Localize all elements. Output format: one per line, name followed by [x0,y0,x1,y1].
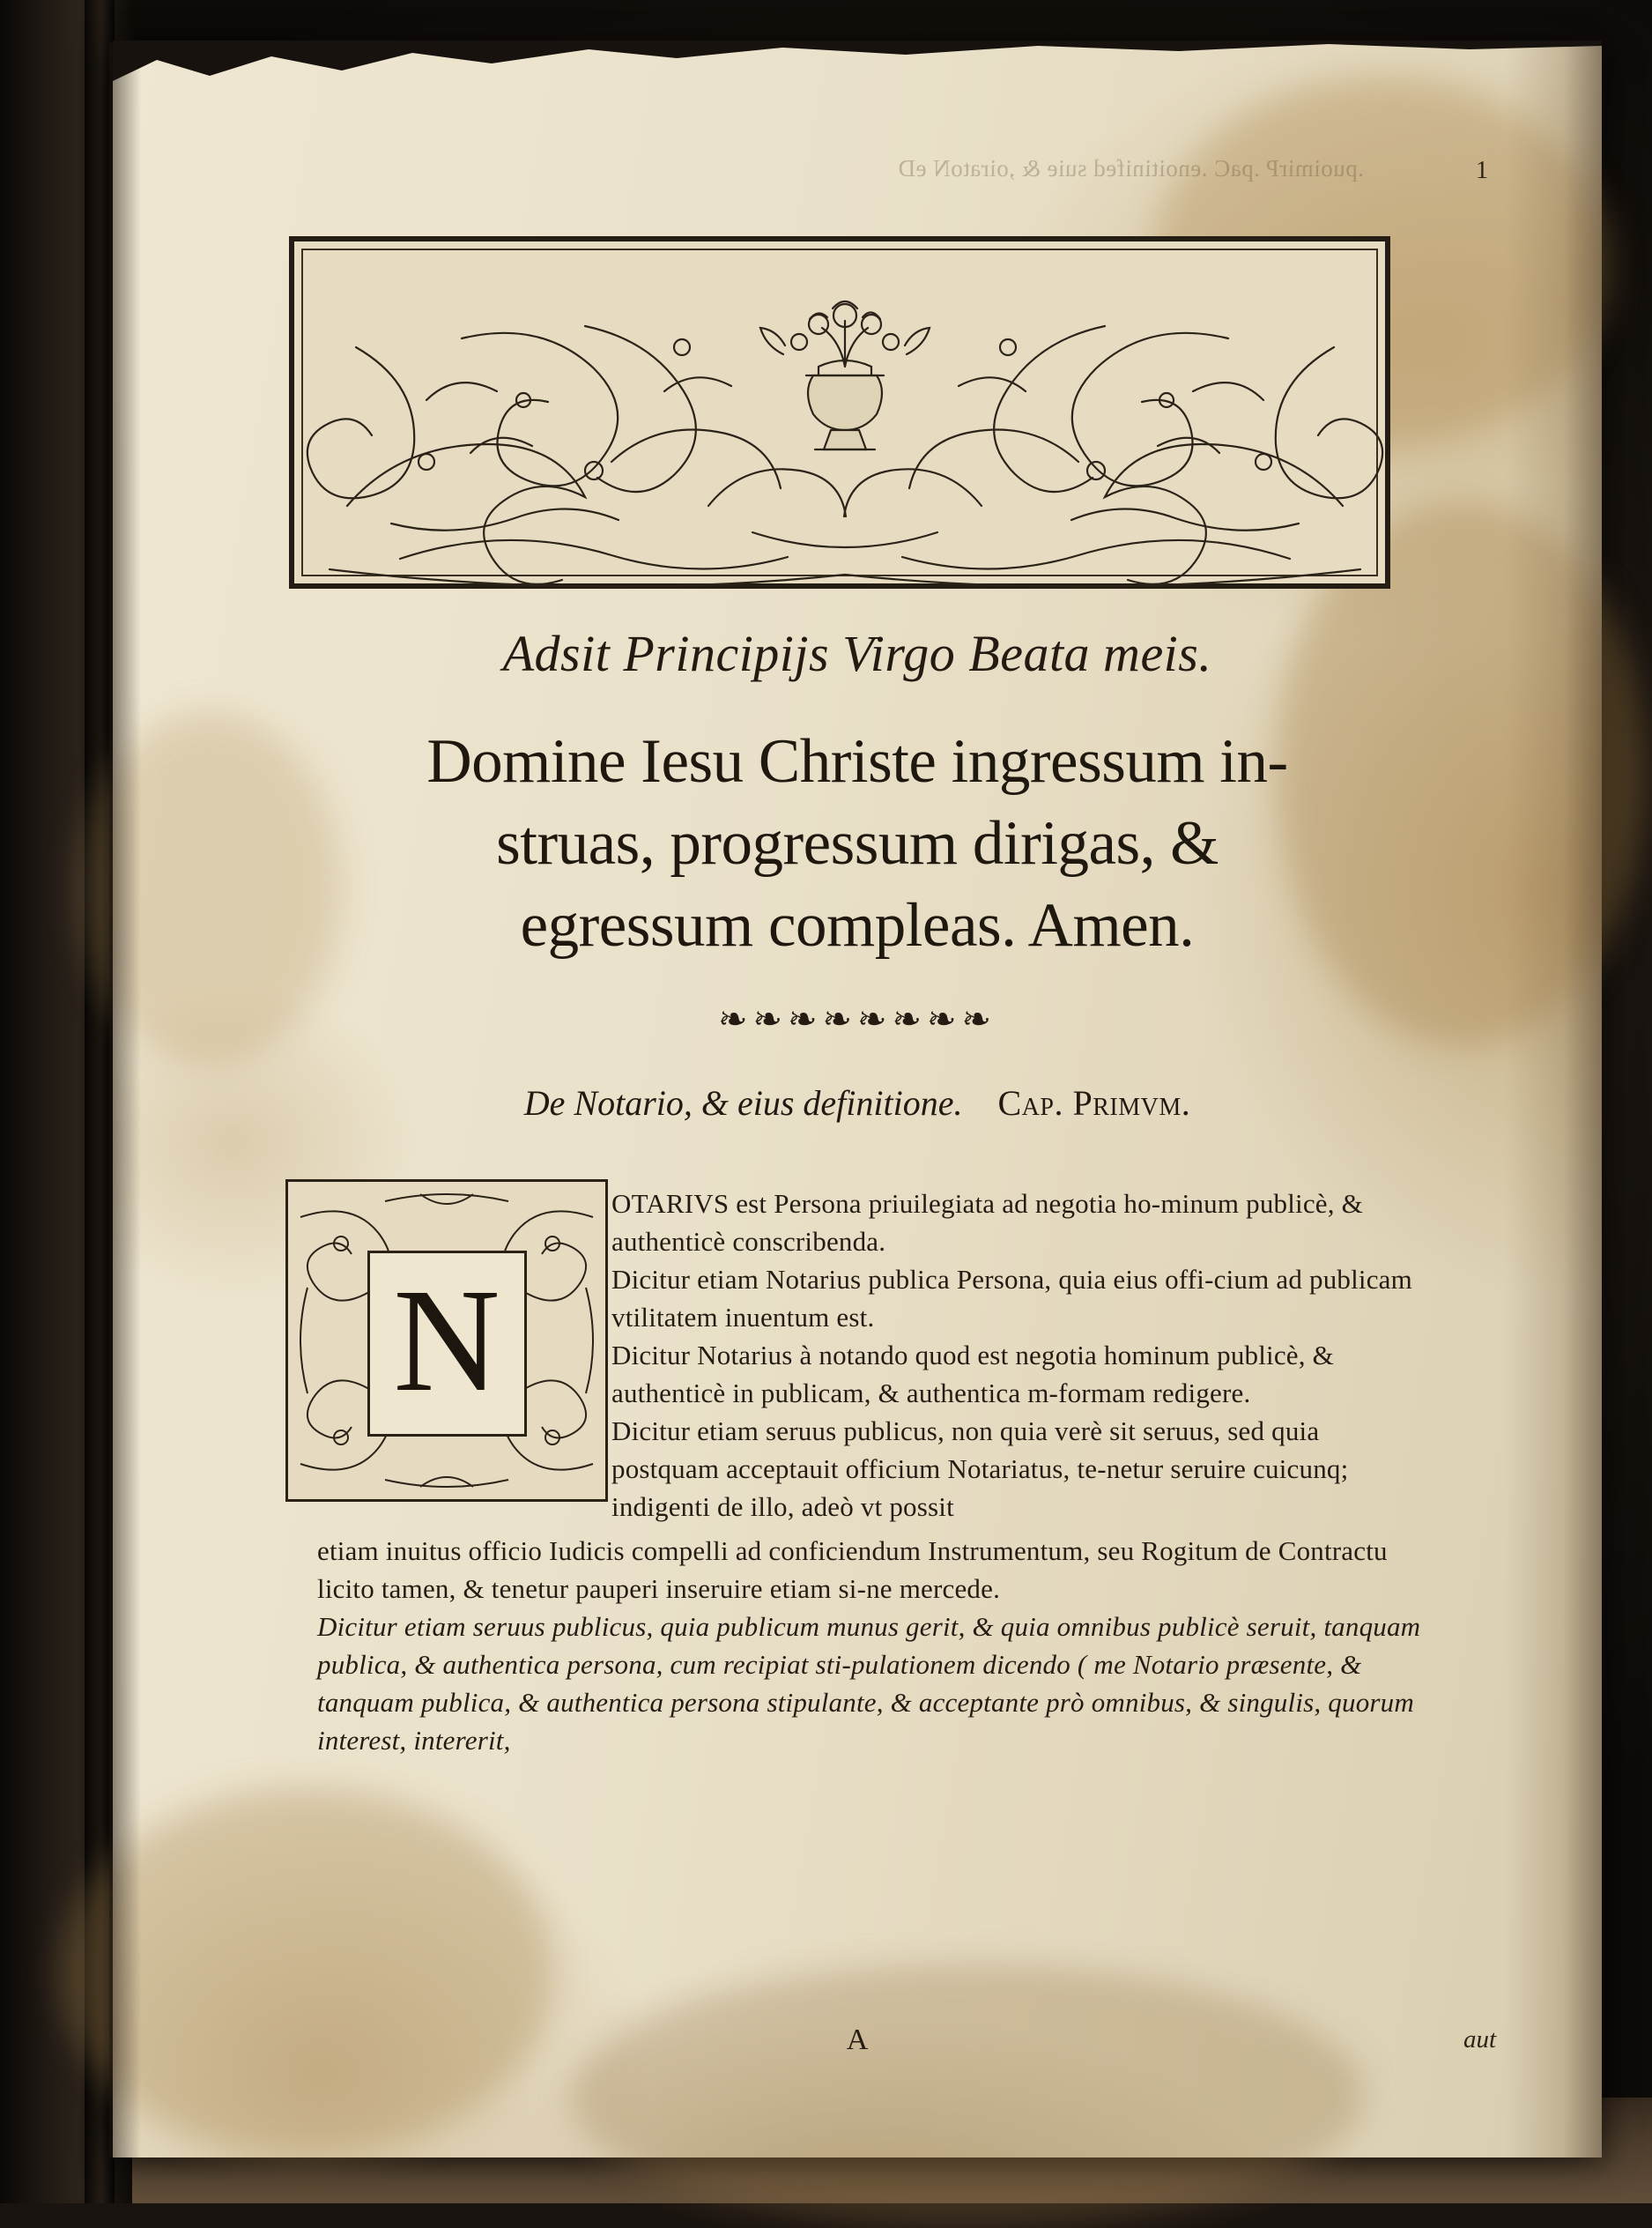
paragraph: Dicitur etiam seruus publicus, non quia verè sit seruus, sed quia postquam acceptauit officium Notariatus, te-netur seruire cuicunq; indigenti de illo, adeò vt possit [611,1415,1349,1522]
headpiece-ornament-icon [294,241,1396,594]
prayer-line-2: struas, progressum dirigas, & [496,809,1219,878]
headpiece-woodcut [289,236,1390,589]
printed-content [113,42,1602,2157]
left-edge-shadow [109,42,141,2157]
recto-page [113,42,1602,2157]
folio-number: 1 [1476,157,1489,184]
showthrough-text: .puoimirP .paC .enoitinifed suie & ,oiratoN eD [898,155,1364,182]
paragraph: Dicitur etiam seruus publicus, quia publicum munus gerit, & quia omnibus publicè seruit, tanquam publica, & authentica persona, cum recipiat sti-pulationem dicendo ( me Notario præsente, & tanquam publica, & authentica persona stipulante, & acceptante prò omnibus, & singulis, quorum interest, intererit, [317,1611,1421,1756]
prayer-line-1: Domine Iesu Christe ingressum in- [426,727,1288,796]
paragraph: etiam inuitus officio Iudicis compelli ad conficiendum Instrumentum, seu Rogitum de Contractu licito tamen, & tenetur pauperi inseruire etiam si-ne mercede. [317,1535,1388,1604]
fleuron-divider: ❧❧❧❧❧❧❧❧ [717,999,997,1039]
catchword: aut [1463,2025,1496,2053]
opening-text-block [611,1185,1426,1526]
paragraph: Dicitur Notarius à notando quod est negotia hominum publicè, & authenticè in publicam, & authentica m-formam redigere. [611,1340,1334,1408]
invocation-line: Adsit Principijs Virgo Beata meis. [502,625,1212,682]
page-curl-shading [1505,42,1602,2157]
chapter-heading [113,1082,1602,1124]
drop-cap-letter: N [393,1259,500,1422]
chapter-label: Cap. Primvm. [997,1083,1191,1123]
paragraph: Dicitur etiam Notarius publica Persona, quia eius offi-cium ad publicam vtilitatem inuentum est. [611,1264,1412,1333]
chapter-title: De Notario, & eius definitione. [523,1083,963,1123]
signature-mark: A [846,2024,869,2056]
showthrough-bottom [377,2069,383,2097]
prayer-line-3: egressum compleas. Amen. [520,891,1195,960]
paragraph: OTARIVS est Persona priuilegiata ad negotia ho-minum publicè, & authenticè conscribenda. [611,1188,1363,1257]
decorated-initial-woodcut [285,1179,608,1502]
prayer-block [245,721,1470,967]
continuation-text-block [317,1532,1427,1759]
